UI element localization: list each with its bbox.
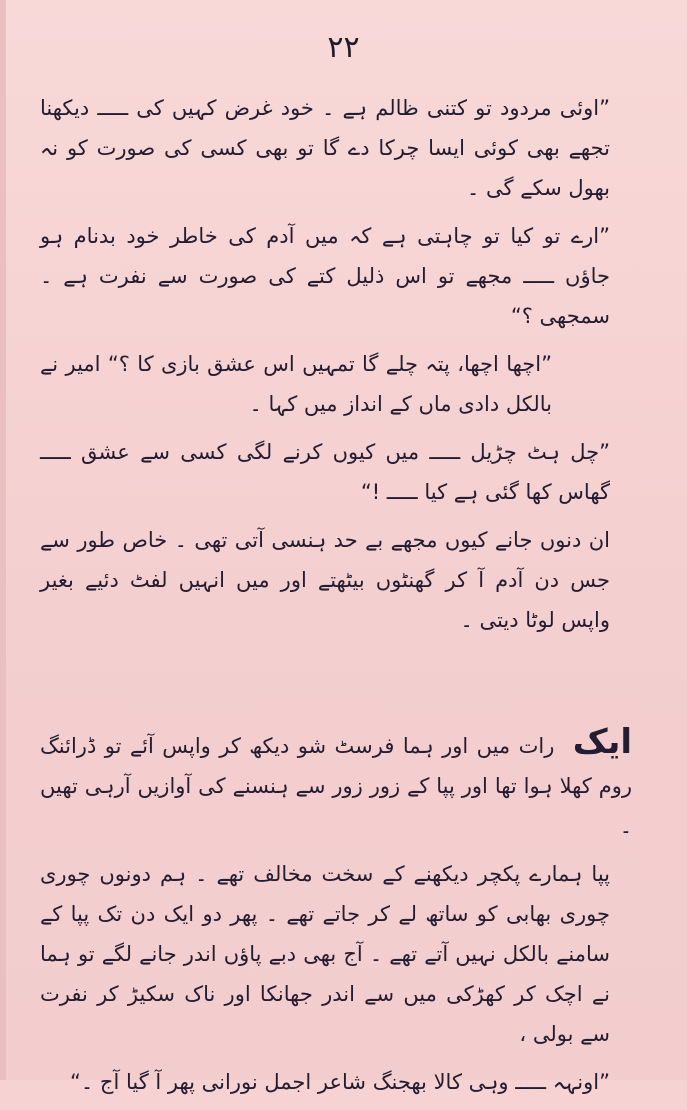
paragraph-5: ان دنوں جانے کیوں مجھے بے حد ہنسی آتی تھی ۔ خاص طور سے جس دن آدم آ کر گھنٹوں بیٹھتے اور میں انہیں لفٹ دئیے بغیر واپس لوٹا دیتی ۔ <box>40 528 610 632</box>
section-gap <box>40 648 632 722</box>
paragraph-8: ”اونہہ ـــــ وہی کالا بھجنگ شاعر اجمل نورانی پھر آ گیا آج ۔“ <box>70 1070 610 1094</box>
paragraph-2: ”ارے تو کیا تو چاہتی ہے کہ میں آدم کی خاطر خود بدنام ہو جاؤں ـــــ مجھے تو اس ذلیل کتے کی صورت سے نفرت ہے ۔ سمجھی ؟“ <box>40 224 610 328</box>
paragraph-7: پپا ہمارے پکچر دیکھنے کے سخت مخالف تھے ۔ ہم دونوں چوری چوری بھابی کو ساتھ لے کر جاتے تھے ۔ پھر دو ایک دن تک پپا کے سامنے بالکل نہیں آتے تھے ۔ آج بھی دبے پاؤں اندر جانے لگے تو ہما نے اچک کر کھڑکی میں سے اندر جھانکا اور ناک سکیڑ کر نفرت سے بولی ، <box>40 862 610 1046</box>
paragraph-6 <box>40 722 632 846</box>
lead-word: ایک <box>572 722 632 762</box>
page-number: ۲۲ <box>327 30 360 65</box>
page-edge <box>0 0 6 1080</box>
paragraph-6-text: رات میں اور ہما فرسٹ شو دیکھ کر واپس آئے تو ڈرائنگ روم کھلا ہوا تھا اور پپا کے زور زور سے ہنسنے کی آوازیں آرہی تھیں ۔ <box>40 734 632 838</box>
page-text <box>40 88 632 1110</box>
paragraph-4: ”چل ہٹ چڑیل ـــــ میں کیوں کرنے لگی کسی سے عشق ـــــ گھاس کھا گئی ہے کیا ـــــ !“ <box>40 440 610 504</box>
paragraph-3: ”اچھا اچھا، پتہ چلے گا تمہیں اس عشق بازی کا ؟“ امیر نے بالکل دادی ماں کے انداز میں کہا ۔ <box>40 352 552 416</box>
paragraph-1: ”اوئی مردود تو کتنی ظالم ہے ۔ خود غرض کہیں کی ـــــ دیکھنا تجھے بھی کوئی ایسا چرکا دے گا تو بھی کسی کی صورت کو نہ بھول سکے گی ۔ <box>40 96 610 200</box>
